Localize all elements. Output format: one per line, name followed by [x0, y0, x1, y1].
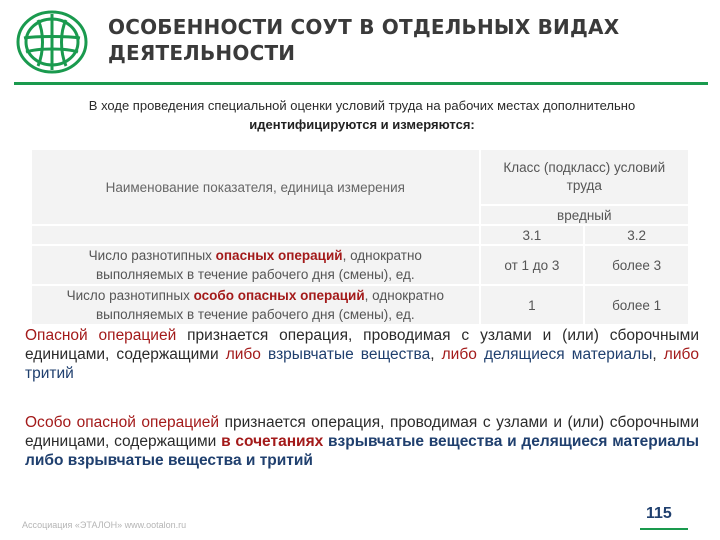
- definition-especially-dangerous-operation: Особо опасной операцией признается операция, проводимая с узлами и (или) сборочными единицами, содержащими в сочетаниях взрывчатые вещества и делящиеся материалы либо взрывчатые вещества и тритий: [25, 414, 699, 469]
- header-work-class-line-1: Класс (подкласс) условий: [503, 160, 666, 175]
- indicators-table-wrapper: [30, 148, 690, 322]
- indicators-table: [30, 148, 690, 326]
- page-title: [108, 14, 708, 66]
- page-number-underline: [640, 528, 688, 530]
- footer-organization: Ассоциация «ЭТАЛОН» www.ootalon.ru: [22, 520, 187, 530]
- table-row: [31, 245, 689, 285]
- highlight-especially-dangerous-ops: особо опасных операций: [193, 288, 365, 303]
- highlight-dangerous-ops: опасных операций: [215, 248, 343, 263]
- organization-logo: [14, 8, 90, 76]
- row-name-especially-dangerous: Число разнотипных особо опасных операций, однократно выполняемых в течение рабочего дня (смены), ед.: [31, 285, 480, 325]
- header-class-3-1: 3.1: [480, 225, 585, 245]
- value-especially-dangerous-3-2: более 1: [584, 285, 689, 325]
- value-dangerous-3-1: от 1 до 3: [480, 245, 585, 285]
- intro-line-2: идентифицируются и измеряются:: [249, 117, 475, 132]
- value-dangerous-3-2: более 3: [584, 245, 689, 285]
- header-empty-cell: [31, 225, 480, 245]
- page-number: 115: [646, 505, 672, 522]
- intro-text: [20, 96, 704, 134]
- intro-line-1: В ходе проведения специальной оценки условий труда на рабочих местах дополнительно: [88, 98, 636, 113]
- title-divider: [14, 82, 708, 85]
- header-class-3-2: 3.2: [584, 225, 689, 245]
- value-especially-dangerous-3-1: 1: [480, 285, 585, 325]
- header-indicator-name: Наименование показателя, единица измерения: [31, 149, 480, 225]
- title-line-2: ДЕЯТЕЛЬНОСТИ: [108, 41, 296, 65]
- row-name-dangerous: Число разнотипных опасных операций, однократно выполняемых в течение рабочего дня (смены), ед.: [31, 245, 480, 285]
- header-work-class: [480, 149, 689, 205]
- title-line-1: ОСОБЕННОСТИ СОУТ В ОТДЕЛЬНЫХ ВИДАХ: [108, 15, 620, 39]
- header-harmful: вредный: [480, 205, 689, 225]
- table-row: [31, 285, 689, 325]
- header-work-class-line-2: труда: [566, 178, 602, 193]
- definition-dangerous-operation: Опасной операцией признается операция, проводимая с узлами и (или) сборочными единицами, содержащими либо взрывчатые вещества, либо делящиеся материалы, либо тритий: [25, 327, 699, 382]
